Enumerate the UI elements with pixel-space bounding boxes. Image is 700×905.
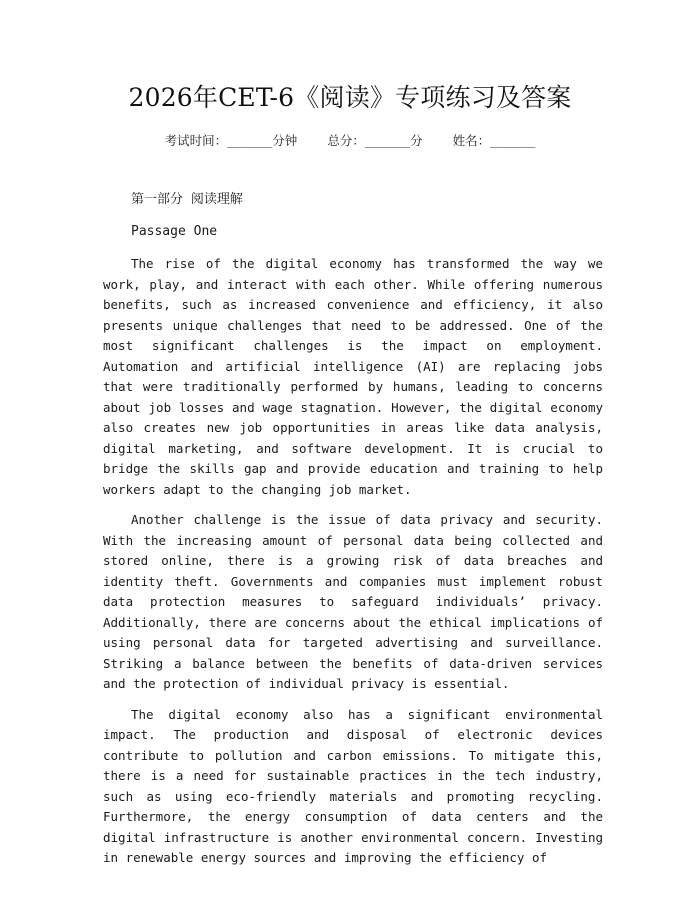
paragraph-1: The rise of the digital economy has transformed the way we work, play, and interact with each other. While offering numerous benefits, such as increased convenience and efficiency, it also presents unique challenges that need to be addressed. One of the most significant challenges is the impact on employment. Automation and artificial intelligence (AI) are replacing jobs that were traditionally performed by humans, leading to concerns about job losses and wage stagnation. However, the digital economy also creates new job opportunities in areas like data analysis, digital marketing, and software development. It is crucial to bridge the skills gap and provide education and training to help workers adapt to the changing job market. — [103, 256, 603, 497]
exam-info-line: 考试时间：______分钟 总分：______分 姓名：______ — [164, 133, 536, 148]
paragraph-2: Another challenge is the issue of data privacy and security. With the increasing amount of personal data being collected and stored online, there is a growing risk of data breaches and identity theft. Governments and companies must implement robust data protection measures to safeguard individuals’ privacy. Additionally, there are concerns about the ethical implications of using personal data for targeted advertising and surveillance. Striking a balance between the benefits of data-driven services and the protection of individual privacy is essential. — [103, 512, 603, 691]
paragraph-3: The digital economy also has a significant environmental impact. The production and disposal of electronic devices contribute to pollution and carbon emissions. To mitigate this, there is a need for sustainable practices in the tech industry, such as using eco-friendly materials and promoting recycling. Furthermore, the energy consumption of data centers and the digital infrastructure is another environmental concern. Investing in renewable energy sources and improving the efficiency of — [103, 706, 603, 865]
passage-body — [103, 254, 603, 879]
document-title: 2026年CET-6《阅读》专项练习及答案 — [128, 83, 572, 112]
passage-label: Passage One — [131, 224, 218, 239]
section-heading: 第一部分 阅读理解 — [131, 192, 243, 207]
